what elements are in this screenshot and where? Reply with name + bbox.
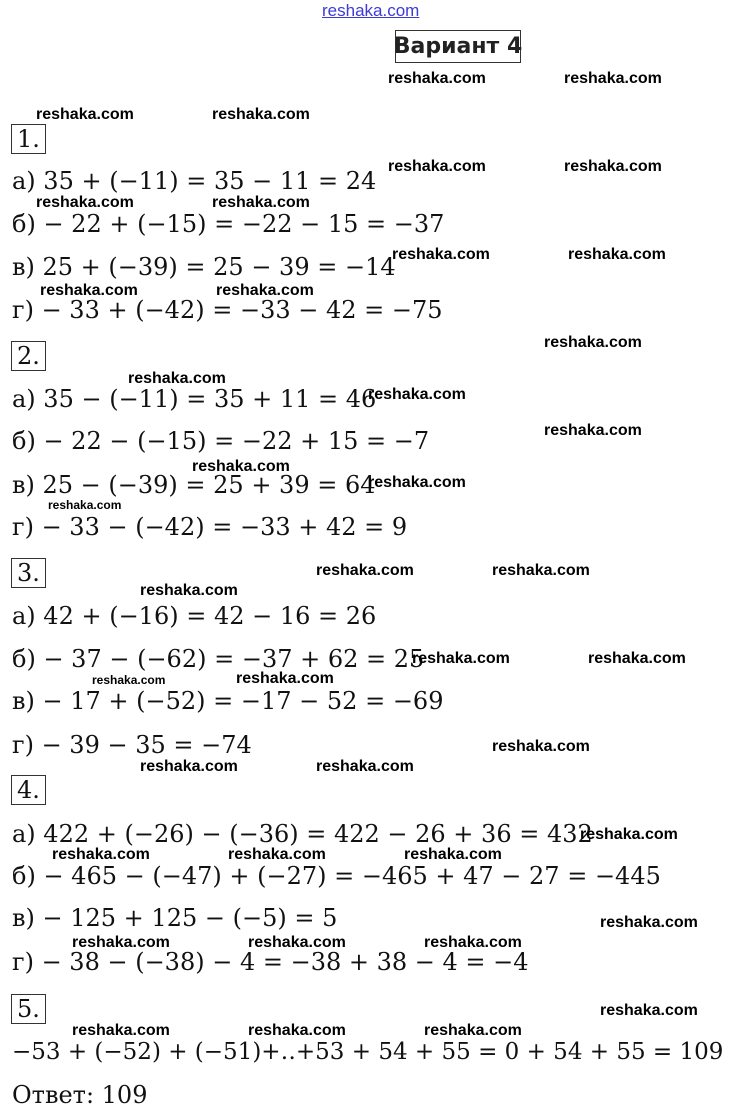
watermark: reshaka.com bbox=[72, 1022, 170, 1039]
watermark: reshaka.com bbox=[388, 158, 486, 175]
task-4-line-v: в) − 125 + 125 − (−5) = 5 bbox=[12, 904, 338, 932]
task-number-5: 5. bbox=[11, 994, 46, 1024]
watermark: reshaka.com bbox=[228, 846, 326, 863]
watermark: reshaka.com bbox=[248, 1022, 346, 1039]
task-number-2: 2. bbox=[11, 341, 46, 371]
task-3-line-g: г) − 39 − 35 = −74 bbox=[12, 731, 252, 759]
task-5-answer: Ответ: 109 bbox=[12, 1081, 148, 1109]
task-1-line-v: в) 25 + (−39) = 25 − 39 = −14 bbox=[12, 253, 396, 281]
watermark: reshaka.com bbox=[216, 282, 314, 299]
task-number-1: 1. bbox=[11, 124, 46, 154]
watermark: reshaka.com bbox=[600, 914, 698, 931]
task-2-line-v: в) 25 − (−39) = 25 + 39 = 64 bbox=[12, 471, 376, 499]
watermark: reshaka.com bbox=[588, 650, 686, 667]
watermark: reshaka.com bbox=[424, 1022, 522, 1039]
watermark: reshaka.com bbox=[140, 758, 238, 775]
task-1-line-a: а) 35 + (−11) = 35 − 11 = 24 bbox=[12, 167, 377, 195]
watermark: reshaka.com bbox=[40, 282, 138, 299]
watermark: reshaka.com bbox=[128, 370, 226, 387]
watermark: reshaka.com bbox=[544, 334, 642, 351]
task-number-4: 4. bbox=[11, 775, 46, 805]
watermark: reshaka.com bbox=[412, 650, 510, 667]
watermark: reshaka.com bbox=[212, 194, 310, 211]
task-2-line-b: б) − 22 − (−15) = −22 + 15 = −7 bbox=[12, 427, 430, 455]
watermark: reshaka.com bbox=[564, 70, 662, 87]
task-3-line-a: а) 42 + (−16) = 42 − 16 = 26 bbox=[12, 602, 377, 630]
task-4-line-a: а) 422 + (−26) − (−36) = 422 − 26 + 36 = 432 bbox=[12, 820, 593, 848]
watermark: reshaka.com bbox=[568, 246, 666, 263]
watermark: reshaka.com bbox=[492, 738, 590, 755]
watermark: reshaka.com bbox=[316, 562, 414, 579]
watermark: reshaka.com bbox=[392, 246, 490, 263]
watermark: reshaka.com bbox=[424, 934, 522, 951]
watermark: reshaka.com bbox=[368, 386, 466, 403]
watermark: reshaka.com bbox=[36, 106, 134, 123]
watermark: reshaka.com bbox=[48, 498, 122, 512]
watermark: reshaka.com bbox=[564, 158, 662, 175]
watermark: reshaka.com bbox=[404, 846, 502, 863]
task-number-3: 3. bbox=[11, 558, 46, 588]
watermark: reshaka.com bbox=[140, 582, 238, 599]
watermark: reshaka.com bbox=[72, 934, 170, 951]
watermark: reshaka.com bbox=[92, 673, 166, 687]
watermark: reshaka.com bbox=[544, 422, 642, 439]
watermark: reshaka.com bbox=[492, 562, 590, 579]
task-2-line-a: а) 35 − (−11) = 35 + 11 = 46 bbox=[12, 385, 377, 413]
watermark: reshaka.com bbox=[36, 194, 134, 211]
watermark: reshaka.com bbox=[192, 458, 290, 475]
watermark: reshaka.com bbox=[580, 826, 678, 843]
task-1-line-b: б) − 22 + (−15) = −22 − 15 = −37 bbox=[12, 210, 445, 238]
watermark: reshaka.com bbox=[316, 758, 414, 775]
watermark: reshaka.com bbox=[248, 934, 346, 951]
site-link[interactable]: reshaka.com bbox=[322, 1, 420, 20]
task-4-line-g: г) − 38 − (−38) − 4 = −38 + 38 − 4 = −4 bbox=[12, 948, 529, 976]
watermark: reshaka.com bbox=[368, 474, 466, 491]
watermark: reshaka.com bbox=[600, 1002, 698, 1019]
watermark: reshaka.com bbox=[236, 670, 334, 687]
task-3-line-v: в) − 17 + (−52) = −17 − 52 = −69 bbox=[12, 687, 444, 715]
task-5-line-sum: −53 + (−52) + (−51)+‥+53 + 54 + 55 = 0 + 54 + 55 = 109 bbox=[12, 1039, 724, 1065]
watermark: reshaka.com bbox=[212, 106, 310, 123]
task-4-line-b: б) − 465 − (−47) + (−27) = −465 + 47 − 27 = −445 bbox=[12, 862, 661, 890]
task-1-line-g: г) − 33 + (−42) = −33 − 42 = −75 bbox=[12, 296, 443, 324]
watermark: reshaka.com bbox=[52, 846, 150, 863]
watermark: reshaka.com bbox=[388, 70, 486, 87]
task-3-line-b: б) − 37 − (−62) = −37 + 62 = 25 bbox=[12, 645, 425, 673]
task-2-line-g: г) − 33 − (−42) = −33 + 42 = 9 bbox=[12, 513, 408, 541]
variant-title: Вариант 4 bbox=[395, 30, 521, 63]
